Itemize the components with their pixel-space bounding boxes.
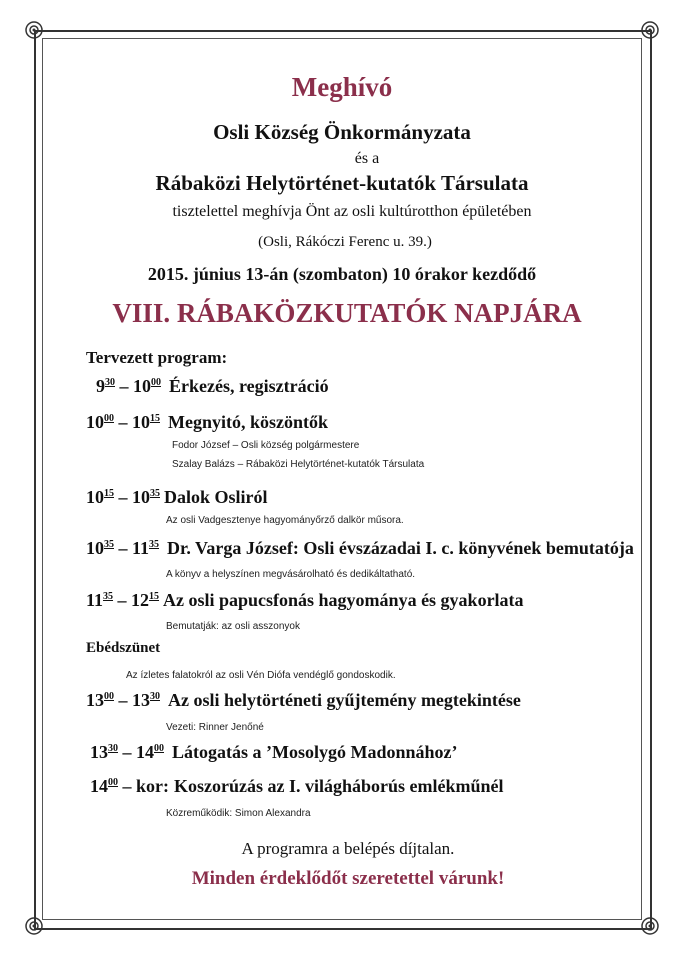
- program-item: [86, 690, 521, 711]
- program-item: [86, 487, 268, 508]
- invitation-title: Meghívó: [291, 72, 393, 102]
- time-range: $11^{35} - 12^{15}$: [86, 590, 160, 610]
- program-item-title: Az osli papucsfonás hagyománya és gyakorlata: [163, 590, 524, 610]
- program-item: [86, 538, 634, 559]
- program-item: [86, 590, 524, 611]
- corner-ornament-icon: [24, 916, 44, 936]
- corner-ornament-icon: [24, 20, 44, 40]
- corner-ornament-icon: [640, 20, 660, 40]
- time-range: $9^{30} - 10^{00}$: [96, 376, 161, 396]
- free-entry-text: A programra a belépés díjtalan.: [241, 839, 455, 858]
- program-item-note: Fodor József – Osli község polgármestere: [172, 440, 360, 451]
- program-heading: Tervezett program:: [86, 348, 228, 367]
- time-range: $10^{00} - 10^{15}$: [86, 412, 160, 432]
- event-date: 2015. június 13-án (szombaton) 10 órakor kezdődő: [147, 264, 537, 284]
- program-item-note: Bemutatják: az osli asszonyok: [166, 621, 300, 632]
- program-item-note: Szalay Balázs – Rábaközi Helytörténet-kutatók Társulata: [172, 459, 425, 470]
- program-item-title: Érkezés, regisztráció: [169, 376, 329, 396]
- program-item-title: Az osli helytörténeti gyűjtemény megtekintése: [168, 690, 521, 710]
- time-range: $10^{35} - 11^{35}$: [86, 538, 160, 558]
- program-item-note: Közreműködik: Simon Alexandra: [166, 808, 311, 819]
- program-item-title: Dalok Osliról: [164, 487, 268, 507]
- time-range: $13^{30} - 14^{00}$: [90, 742, 164, 762]
- program-item-note: Vezeti: Rinner Jenőné: [166, 722, 264, 733]
- time-range: $14^{00}$ – kor:: [90, 776, 169, 796]
- corner-ornament-icon: [640, 916, 660, 936]
- program-item: [90, 776, 504, 797]
- venue-address: (Osli, Rákóczi Ferenc u. 39.): [258, 234, 432, 250]
- program-item: [96, 376, 329, 397]
- time-range: $10^{15} - 10^{35}$: [86, 487, 160, 507]
- lunch-break-label: Ebédszünet: [86, 640, 161, 656]
- program-item-title: Látogatás a ’Mosolygó Madonnához’: [172, 742, 458, 762]
- program-item-note: A könyv a helyszínen megvásárolható és dedikáltatható.: [166, 569, 416, 580]
- program-item-title: Dr. Varga József: Osli évszázadai I. c. könyvének bemutatója: [167, 538, 634, 558]
- program-item-note: Az osli Vadgesztenye hagyományőrző dalkör műsora.: [166, 515, 404, 526]
- program-item: [86, 412, 328, 433]
- program-item-title: Koszorúzás az I. világháborús emlékműnél: [174, 776, 504, 796]
- time-range: $13^{00} - 13^{30}$: [86, 690, 160, 710]
- event-name: VIII. RÁBAKÖZKUTATÓK NAPJÁRA: [112, 298, 582, 328]
- conjunction-text: és a: [354, 150, 380, 167]
- invitation-text: tisztelettel meghívja Önt az osli kultúrotthon épületében: [172, 203, 532, 220]
- lunch-note: Az ízletes falatokról az osli Vén Diófa vendéglő gondoskodik.: [126, 670, 396, 681]
- program-item: [90, 742, 458, 763]
- program-item-title: Megnyitó, köszöntők: [168, 412, 329, 432]
- organizer-municipality: Osli Község Önkormányzata: [213, 120, 471, 144]
- welcome-text: Minden érdeklődőt szeretettel várunk!: [191, 868, 505, 889]
- organizer-society: Rábaközi Helytörténet-kutatók Társulata: [155, 171, 529, 195]
